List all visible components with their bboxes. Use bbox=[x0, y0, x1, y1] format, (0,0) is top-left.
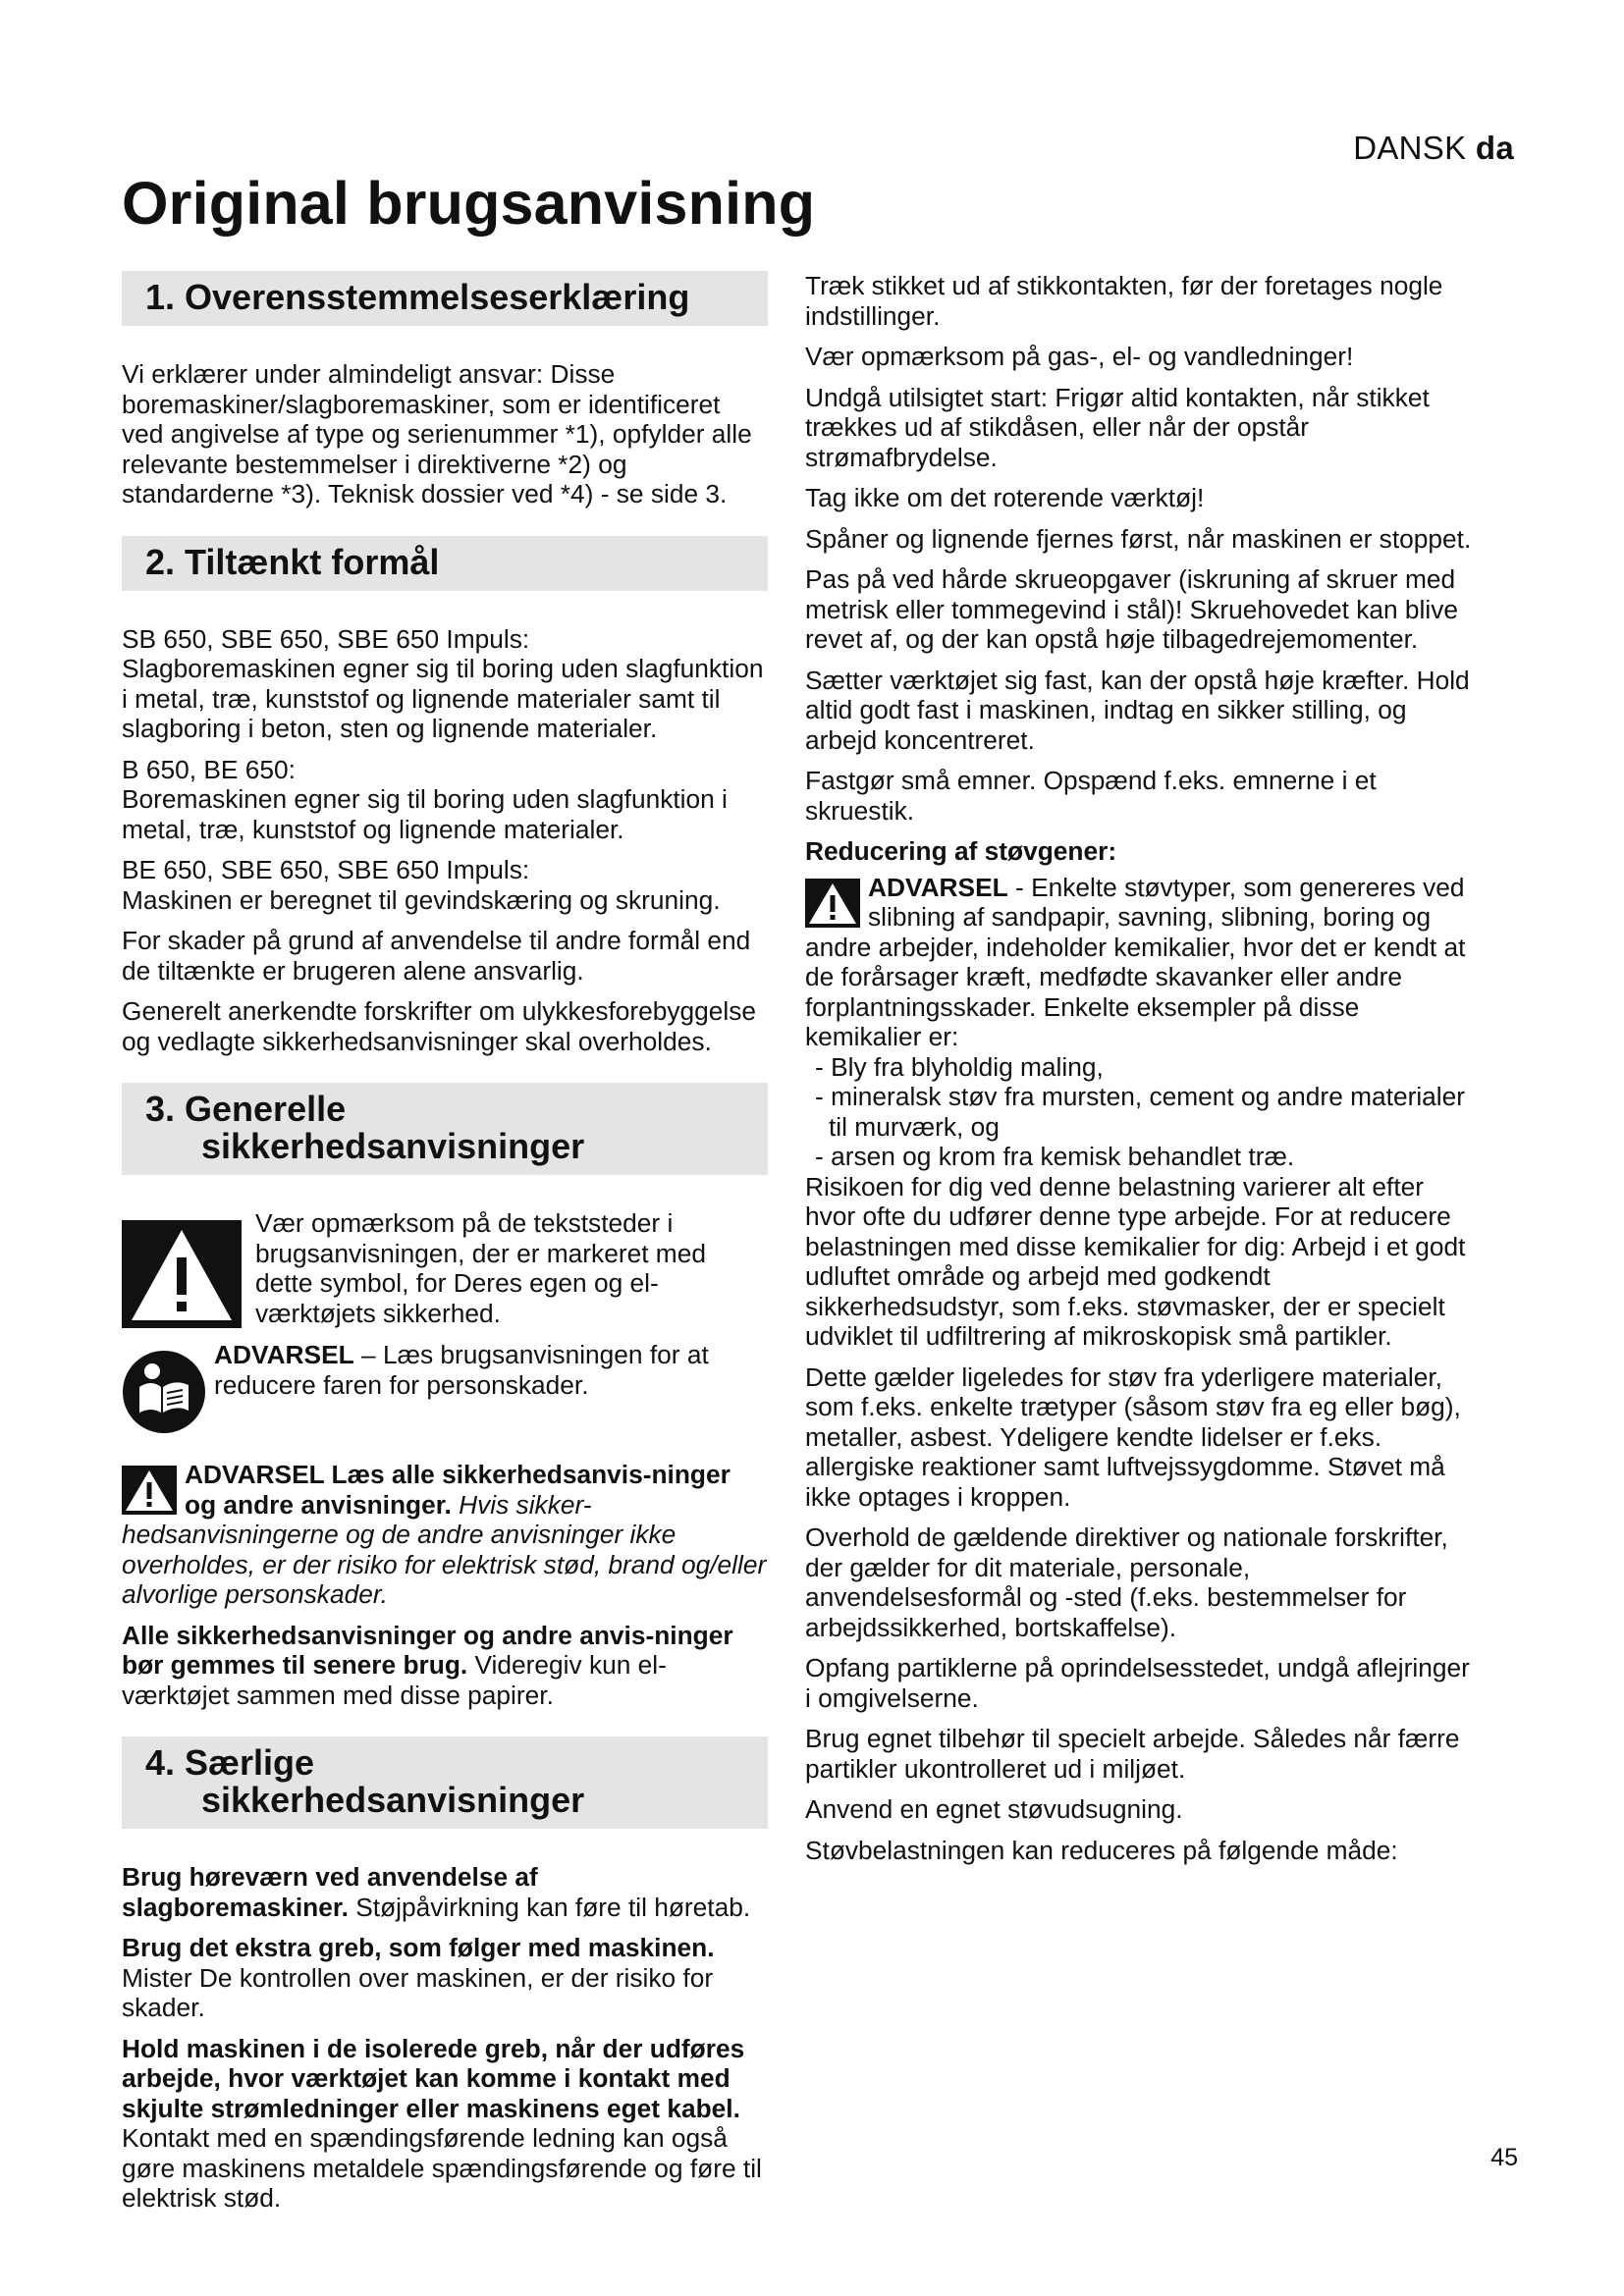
warning-triangle-icon bbox=[122, 1220, 242, 1328]
section-2-paragraph: For skader på grund af anvendelse til andre formål end de tiltænkte er brugeren alene ansvarlig. bbox=[122, 926, 751, 986]
section-2-paragraph: B 650, BE 650: Boremaskinen egner sig til boring uden slagfunktion i metal, træ, kunststof og lignende materialer. bbox=[122, 754, 728, 844]
safety-paragraph: Undgå utilsigtet start: Frigør altid kontakten, når stikket trækkes ud af stikdåsen, eller når der opstår strømafbrydelse. bbox=[805, 382, 1430, 472]
read-manual-warning: ADVARSEL – Læs brugsanvisningen for at reducere faren for personskader. bbox=[122, 1340, 768, 1434]
section-2-paragraph: Generelt anerkendte forskrifter om ulykkesforebyggelse og vedlagte sikkerhedsanvisninger skal overholdes. bbox=[122, 996, 757, 1056]
section-2-paragraph: SB 650, SBE 650, SBE 650 Impuls: Slagboremaskinen egner sig til boring uden slagfunktion i metal, træ, kunststof og lignende materialer samt til slagboring i beton, sten og lignende materialer. bbox=[122, 623, 764, 743]
section-2-paragraph: BE 650, SBE 650, SBE 650 Impuls: Maskinen er beregnet til gevindskæring og skruning. bbox=[122, 855, 721, 915]
safety-paragraph: Træk stikket ud af stikkontakten, før der foretages nogle indstillinger. bbox=[805, 271, 1443, 331]
safety-paragraph: Opfang partiklerne på oprindelsesstedet, undgå aflejringer i omgivelserne. bbox=[805, 1653, 1470, 1713]
safety-paragraph: Anvend en egnet støvudsugning. bbox=[805, 1794, 1183, 1824]
safety-paragraph: Fastgør små emner. Opspænd f.eks. emnerne i et skruestik. bbox=[805, 766, 1377, 826]
right-column bbox=[805, 271, 1473, 1876]
list-item: - arsen og krom fra kemisk behandlet træ. bbox=[815, 1142, 1295, 1171]
safety-paragraph: Vær opmærksom på gas-, el- og vandledninger! bbox=[805, 342, 1354, 371]
safety-paragraph: Støvbelastningen kan reduceres på følgende måde: bbox=[805, 1835, 1398, 1865]
dust-risk: Risikoen for dig ved denne belastning varierer alt efter hvor ofte du udfører denne type arbejde. For at reducere belastningen med disse kemikalier for dig: Arbejd i et godt udluftet område og arbejd med godkendt sikkerhedsudstyr, som f.eks. støvmasker, der er specielt udviklet til udfiltrering af mikroskopisk små partikler. bbox=[805, 1171, 1466, 1351]
dust-warning: ADVARSEL - Enkelte støvtyper, som genereres ved slibning af sandpapir, savning, slibning, boring og andre arbejder, indeholder kemikalier, hvor det er kendt at de forårsager kræft, medfødte skavanker eller andre forplantningsskader. Enkelte eksempler på disse kemikalier er: bbox=[805, 872, 1466, 1051]
safety-paragraph: Pas på ved hårde skrueopgaver (iskruning af skruer med metrisk eller tommegevind i stål)! Skruehovedet kan blive revet af, og der kan opstå høje tilbagedrejemomenter. bbox=[805, 564, 1459, 654]
safety-paragraph: Tag ikke om det roterende værktøj! bbox=[805, 483, 1205, 512]
section-1-body: Vi erklærer under almindeligt ansvar: Disse boremaskiner/slagboremaskiner, som er identificeret ved angivelse af type og serienummer *1), opfylder alle relevante bestemmelser i direktiverne *2) og standarderne *3). Teknisk dossier ved *4) - se side 3. bbox=[122, 359, 752, 508]
keep-instructions: Alle sikkerhedsanvisninger og andre anvis-ninger bør gemmes til senere brug. Videregiv kun el-værktøjet sammen med disse papirer. bbox=[122, 1620, 733, 1710]
left-column bbox=[122, 271, 768, 2224]
list-item: - Bly fra blyholdig maling, bbox=[815, 1051, 1104, 1082]
general-warning: ADVARSEL Læs alle sikkerhedsanvis-ninger og andre anvisninger. Hvis sikker-hedsanvisningerne og de andre anvisninger ikke overholdes, er der risiko for elektrisk stød, brand og/eller alvorlige personskader. bbox=[122, 1460, 767, 1609]
dust-heading: Reducering af støvgener: bbox=[805, 836, 1117, 866]
language-code: da bbox=[1475, 130, 1514, 166]
language-label bbox=[1353, 130, 1514, 167]
language-name: DANSK bbox=[1353, 130, 1467, 166]
safety-paragraph: Overhold de gældende direktiver og nationale forskrifter, der gælder for dit materiale, personale, anvendelsesformål og -sted (f.eks. bestemmelser for arbejdssikkerhed, bortskaffelse). bbox=[805, 1522, 1448, 1642]
safety-paragraph: Brug egnet tilbehør til specielt arbejde. Således når færre partikler ukontrolleret ud i miljøet. bbox=[805, 1724, 1460, 1784]
safety-paragraph: Spåner og lignende fjernes først, når maskinen er stoppet. bbox=[805, 523, 1472, 554]
read-manual-icon bbox=[122, 1350, 206, 1434]
section-4-paragraph: Brug høreværn ved anvendelse af slagboremaskiner. Støjpåvirkning kan føre til høretab. bbox=[122, 1862, 751, 1922]
page-number: 45 bbox=[1490, 2144, 1518, 2171]
section-4-paragraph: Brug det ekstra greb, som følger med maskinen. Mister De kontrollen over maskinen, er der risiko for skader. bbox=[122, 1933, 715, 2022]
section-3-heading: 3. Generelle sikkerhedsanvisninger bbox=[122, 1083, 768, 1175]
page-title: Original brugsanvisning bbox=[122, 170, 816, 237]
dust-list bbox=[805, 1052, 1473, 1172]
safety-paragraph: Sætter værktøjet sig fast, kan der opstå høje kræfter. Hold altid godt fast i maskinen, indtag en sikker stilling, og arbejd koncentreret. bbox=[805, 665, 1470, 755]
list-item: - mineralsk støv fra mursten, cement og andre materialer til murværk, og bbox=[815, 1082, 1466, 1142]
warning-triangle-icon bbox=[122, 1466, 177, 1515]
section-2-heading: 2. Tiltænkt formål bbox=[122, 536, 768, 591]
section-1-heading: 1. Overensstemmelseserklæring bbox=[122, 271, 768, 326]
section-4-paragraph: Hold maskinen i de isolerede greb, når der udføres arbejde, hvor værktøjet kan komme i kontakt med skjulte strømledninger eller maskinens eget kabel. Kontakt med en spændingsførende ledning kan også gøre maskinens metaldele spændingsførende og føre til elektrisk stød. bbox=[122, 2033, 762, 2213]
section-4-heading: 4. Særlige sikkerhedsanvisninger bbox=[122, 1736, 768, 1829]
symbol-note: Vær opmærksom på de tekststeder i brugsanvisningen, der er markeret med dette symbol, for Deres egen og el-værktøjets sikkerhed. bbox=[122, 1208, 768, 1328]
warning-triangle-icon bbox=[805, 879, 860, 928]
safety-paragraph: Dette gælder ligeledes for støv fra yderligere materialer, som f.eks. enkelte trætyper (såsom støv fra eg eller bøg), metaller, asbest. Ydeligere kendte lidelser er f.eks. allergiske reaktioner samt luftvejssygdomme. Støvet må ikke optages i kroppen. bbox=[805, 1362, 1461, 1512]
